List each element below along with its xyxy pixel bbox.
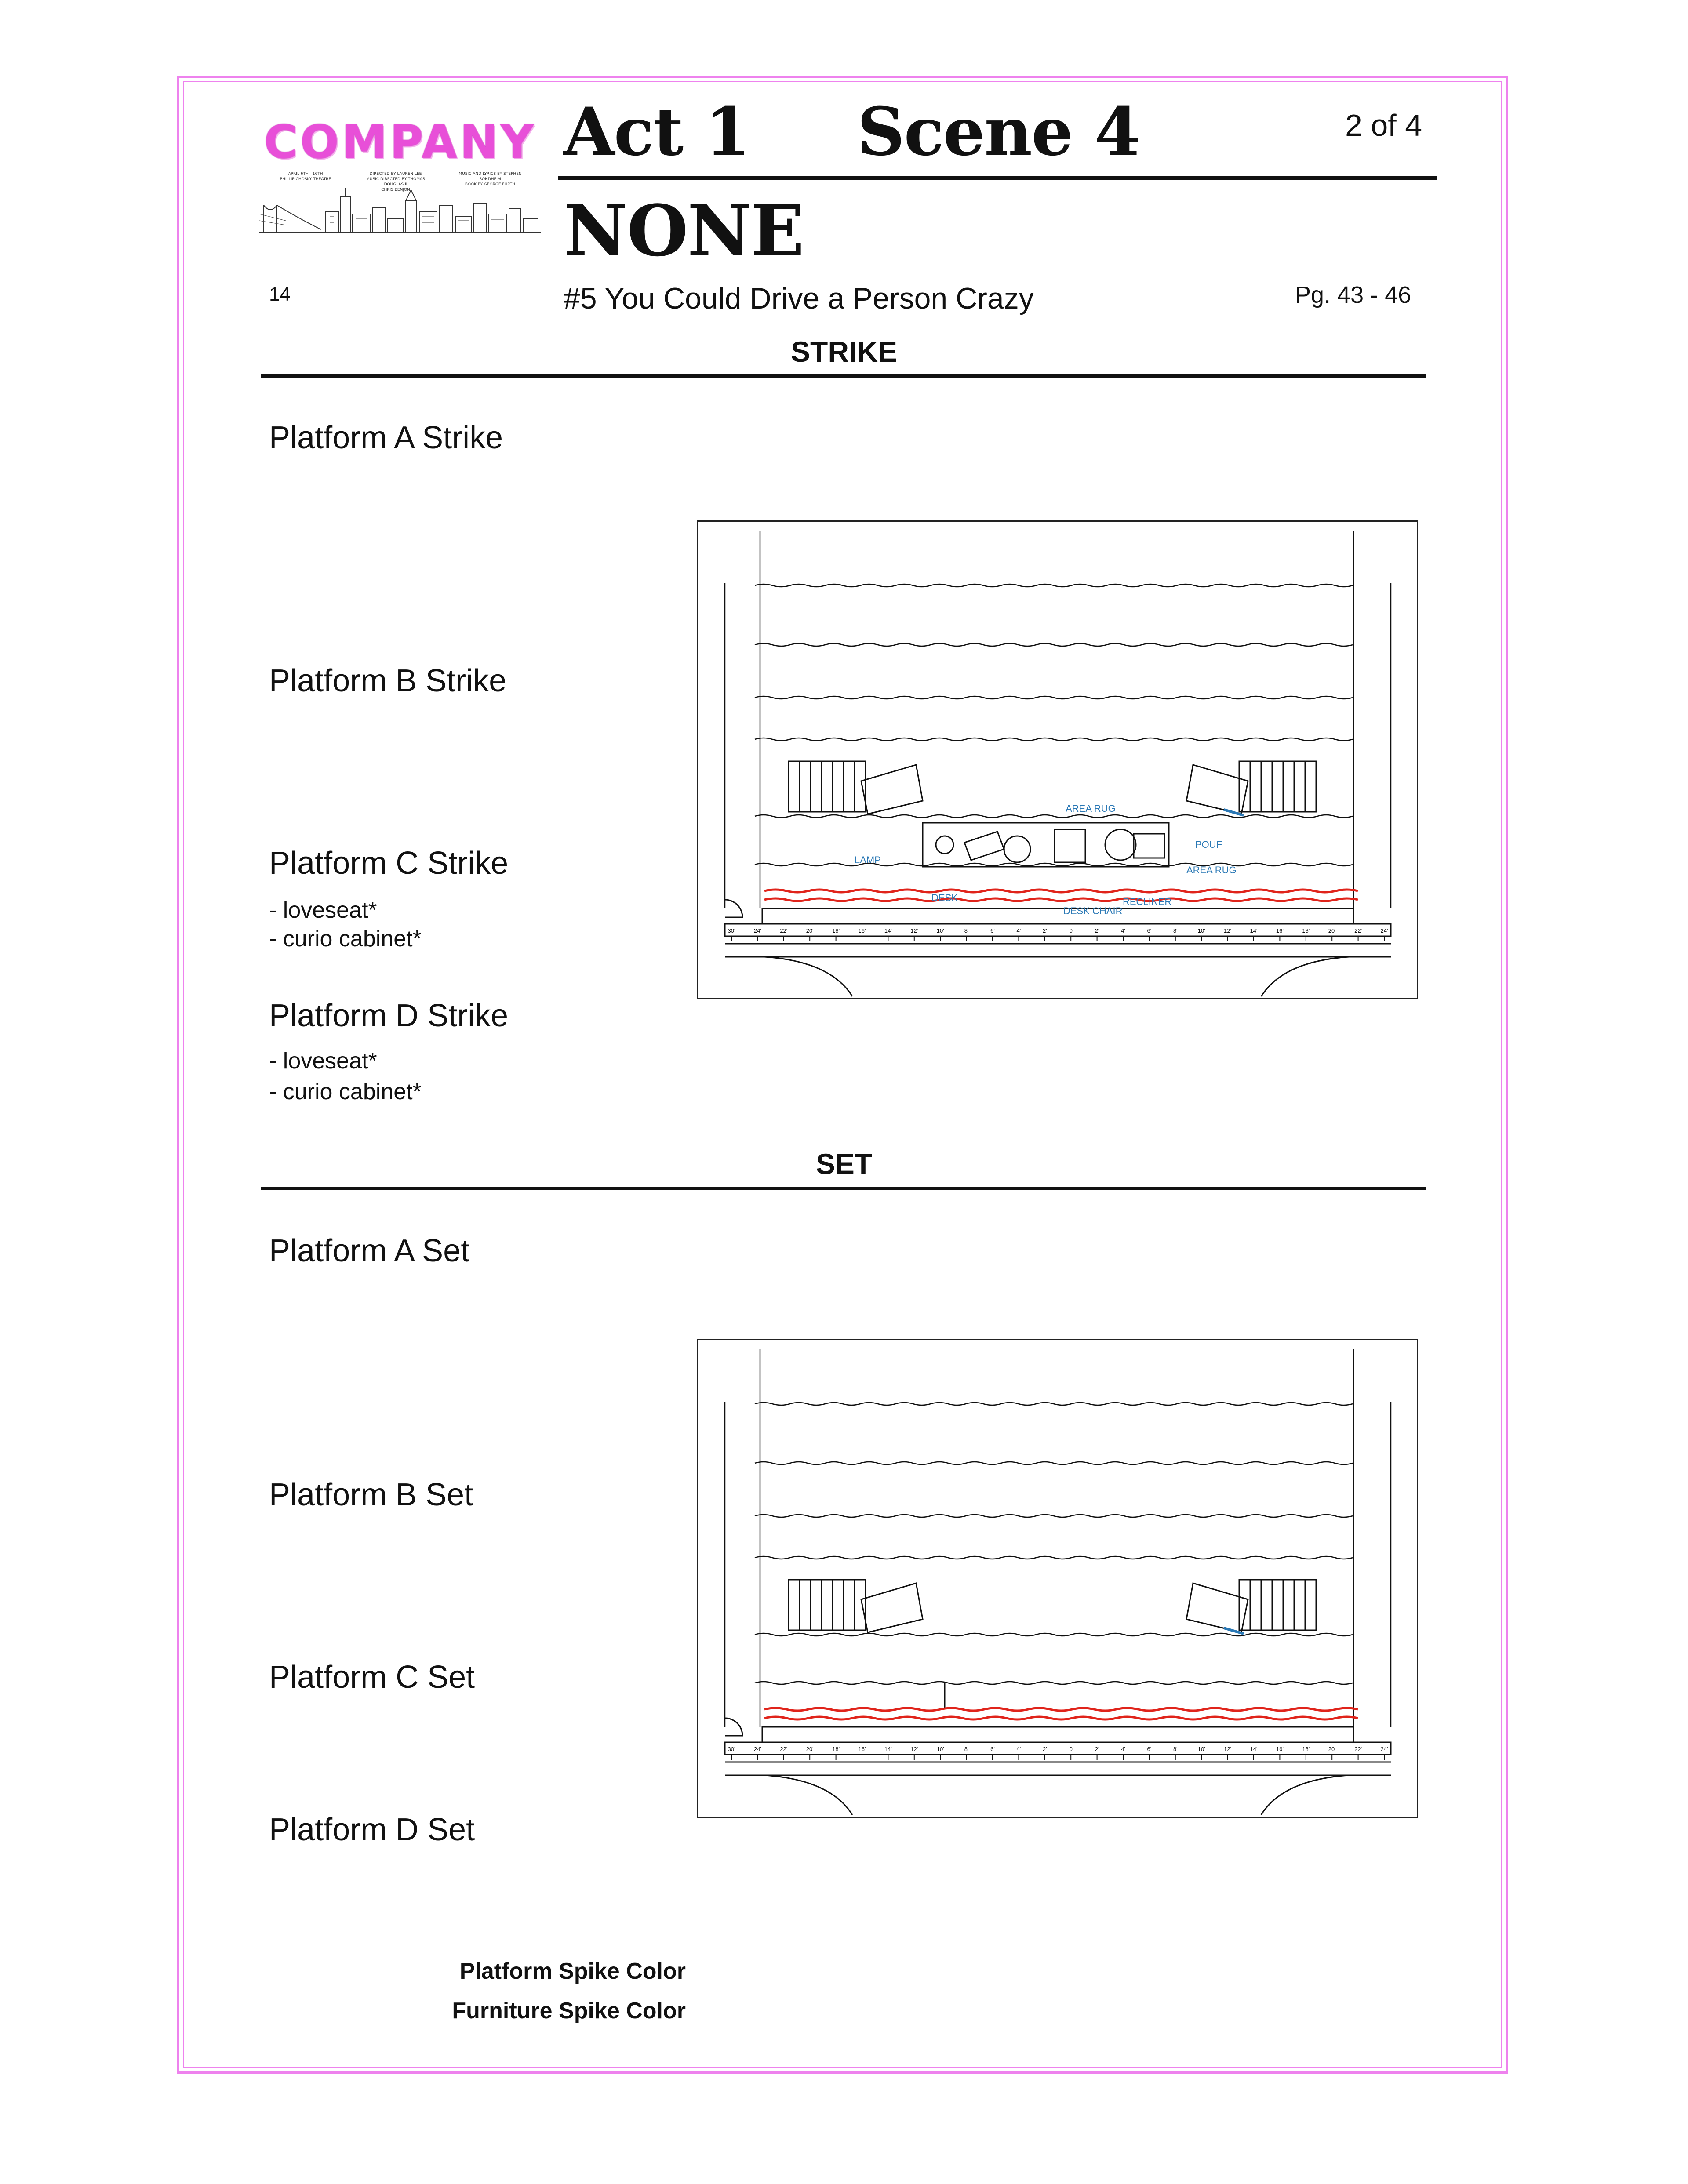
ruler-tick-label: 2' (1095, 927, 1099, 934)
pouf-label: POUF (1195, 839, 1222, 850)
platform-d-set: Platform D Set (269, 1812, 475, 1847)
ruler-tick-label: 20' (1328, 927, 1336, 934)
ruler-tick-label: 12' (1224, 927, 1232, 934)
ruler-tick-label: 18' (1302, 927, 1310, 934)
desk-chair-label: DESK CHAIR (1063, 905, 1123, 916)
page-count: 2 of 4 (1345, 108, 1422, 142)
ruler-tick-label: 6' (1147, 927, 1152, 934)
ruler-tick-label: 22' (1354, 1746, 1362, 1752)
ruler-tick-label: 20' (806, 1746, 814, 1752)
ruler-tick-label: 16' (1276, 1746, 1284, 1752)
strike-ground-plan (697, 520, 1418, 999)
script-pages: Pg. 43 - 46 (1295, 282, 1412, 308)
ruler-tick-label: 24' (1380, 1746, 1388, 1752)
ruler-tick-label: 12' (910, 927, 918, 934)
ruler-tick-label: 2' (1095, 1746, 1099, 1752)
ruler-tick-label: 12' (1224, 1746, 1232, 1752)
ruler-tick-label: 2' (1042, 1746, 1047, 1752)
ruler-tick-label: 4' (1121, 927, 1125, 934)
ruler-tick-label: 2' (1042, 927, 1047, 934)
ruler-tick-label: 24' (753, 927, 761, 934)
ruler-tick-label: 10' (936, 927, 944, 934)
ruler-tick-label: 18' (832, 927, 840, 934)
ruler-tick-label: 6' (990, 1746, 995, 1752)
platform-b-strike: Platform B Strike (269, 663, 507, 698)
ruler-tick-label: 10' (1197, 927, 1205, 934)
ruler-tick-label: 30' (728, 927, 735, 934)
set-divider (261, 1187, 1426, 1190)
scene-title: Scene 4 (857, 93, 1140, 171)
ruler-tick-label: 4' (1016, 927, 1021, 934)
platform-d-strike: Platform D Strike (269, 998, 509, 1033)
platform-d-strike-item: - curio cabinet* (269, 1079, 422, 1105)
ruler-tick-label: 16' (1276, 927, 1284, 934)
act-title: Act 1 (564, 93, 750, 171)
area-rug-label: AREA RUG (1066, 803, 1116, 814)
lamp-label: LAMP (855, 854, 881, 865)
ruler-tick-label: 10' (936, 1746, 944, 1752)
platform-spike-legend: Platform Spike Color (459, 1959, 686, 1984)
platform-c-strike-item: - curio cabinet* (269, 926, 422, 952)
ruler-tick-label: 22' (1354, 927, 1362, 934)
strike-heading: STRIKE (790, 335, 898, 368)
scene-name: NONE (564, 189, 804, 272)
company-logo (259, 115, 541, 243)
ruler-tick-label: 16' (858, 1746, 866, 1752)
ruler-tick-label: 8' (1173, 927, 1178, 934)
title-divider (558, 176, 1437, 180)
platform-a-set: Platform A Set (269, 1233, 470, 1268)
platform-a-strike: Platform A Strike (269, 420, 503, 455)
area-rug-label: AREA RUG (1186, 865, 1237, 876)
page-number: 14 (269, 283, 291, 305)
ruler-tick-label: 0 (1069, 1746, 1073, 1752)
platform-d-strike-item: - loveseat* (269, 1048, 377, 1074)
song-title: #5 You Could Drive a Person Crazy (564, 282, 1034, 315)
ruler-tick-label: 22' (780, 927, 788, 934)
desk-label: DESK (931, 892, 958, 903)
logo-credit-dates: APRIL 6TH - 16TH PHILLIP CHOSKY THEATRE (280, 172, 331, 182)
ruler-tick-label: 14' (884, 1746, 892, 1752)
furniture-spike-legend: Furniture Spike Color (452, 1998, 686, 2024)
ruler-tick-label: 4' (1121, 1746, 1125, 1752)
ruler-tick-label: 6' (1147, 1746, 1152, 1752)
ruler-tick-label: 8' (964, 1746, 969, 1752)
ruler-tick-label: 14' (884, 927, 892, 934)
ruler-tick-label: 20' (806, 927, 814, 934)
platform-c-set: Platform C Set (269, 1660, 475, 1695)
logo-credit-authors: MUSIC AND LYRICS BY STEPHEN SONDHEIM BOOK BY GEORGE FURTH (458, 172, 522, 187)
set-ground-plan (697, 1339, 1418, 1818)
set-heading: SET (815, 1148, 873, 1180)
ruler-tick-label: 24' (753, 1746, 761, 1752)
skyline-icon (259, 188, 541, 236)
ruler-tick-label: 24' (1380, 927, 1388, 934)
logo-credit-direction: DIRECTED BY LAUREN LEE MUSIC DIRECTED BY THOMAS DOUGLAS II CHRIS BENJON (366, 172, 425, 192)
ruler-tick-label: 0 (1069, 927, 1073, 934)
ruler-tick-label: 18' (832, 1746, 840, 1752)
ruler-tick-label: 14' (1250, 1746, 1258, 1752)
platform-c-strike-item: - loveseat* (269, 898, 377, 923)
ruler-tick-label: 16' (858, 927, 866, 934)
ruler-tick-label: 8' (964, 927, 969, 934)
ruler-tick-label: 10' (1197, 1746, 1205, 1752)
ruler-tick-label: 18' (1302, 1746, 1310, 1752)
ruler-tick-label: 6' (990, 927, 995, 934)
ruler-tick-label: 8' (1173, 1746, 1178, 1752)
ruler-tick-label: 4' (1016, 1746, 1021, 1752)
recliner-label: RECLINER (1123, 896, 1172, 907)
strike-divider (261, 374, 1426, 378)
ruler-tick-label: 14' (1250, 927, 1258, 934)
ruler-tick-label: 20' (1328, 1746, 1336, 1752)
ruler-tick-label: 22' (780, 1746, 788, 1752)
platform-b-set: Platform B Set (269, 1477, 473, 1512)
ruler-tick-label: 12' (910, 1746, 918, 1752)
logo-wordmark: COMPANY (264, 115, 536, 169)
ruler-tick-label: 30' (728, 1746, 735, 1752)
platform-c-strike: Platform C Strike (269, 846, 509, 881)
